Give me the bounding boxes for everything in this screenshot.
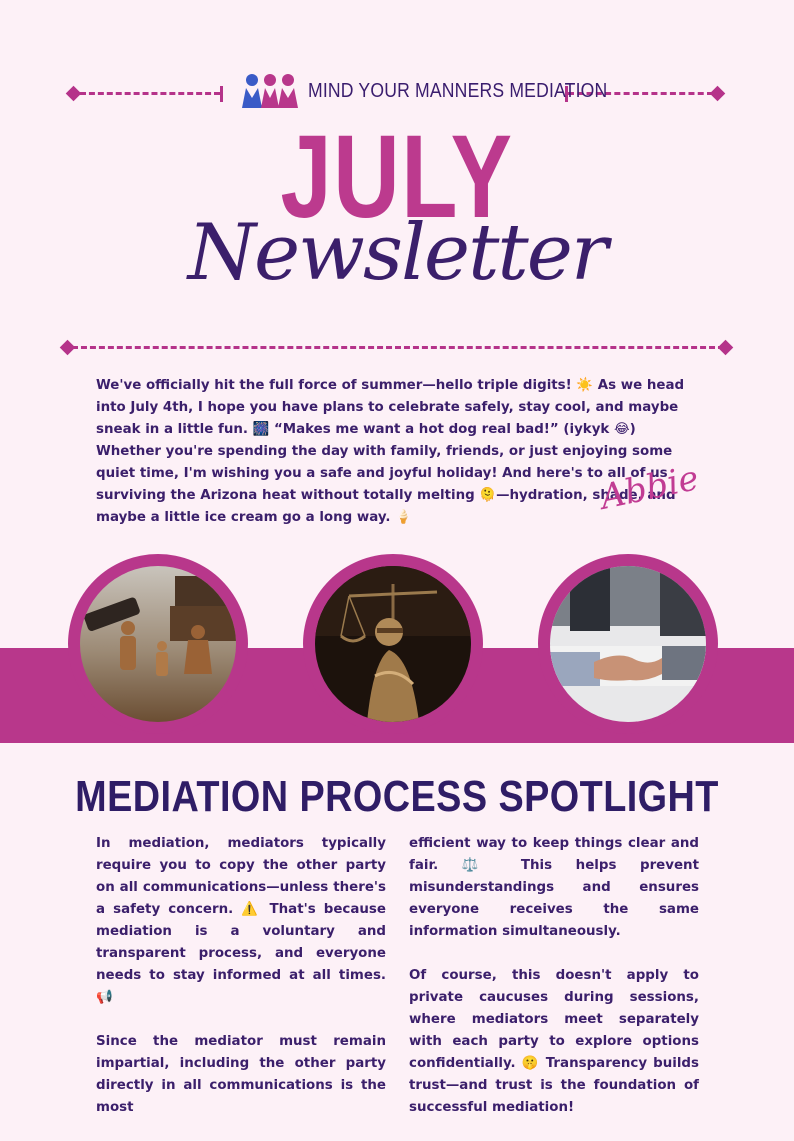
rule-dash-left — [80, 92, 220, 95]
spotlight-title: MEDIATION PROCESS SPOTLIGHT — [75, 772, 719, 821]
spotlight-paragraph: efficient way to keep things clear and fair. ⚖️ This helps prevent misunderstandings and ensures everyone receives the same information simultaneously. — [409, 836, 699, 939]
lady-justice-photo-frame — [303, 554, 483, 734]
spotlight-right-column — [409, 833, 699, 1141]
handshake-photo-frame — [538, 554, 718, 734]
spotlight-paragraph: Since the mediator must remain impartial, including the other party directly in all communications is the most — [96, 1034, 386, 1115]
rule-diamond-left — [66, 86, 82, 102]
spotlight-paragraph: Of course, this doesn't apply to private caucuses during sessions, where mediators meet separately with each party to explore options confidentially. 🤫 Transparency builds trust—and trust is the foundation of successful mediation! — [409, 968, 699, 1115]
spotlight-left-column — [96, 833, 386, 1141]
intro-paragraph: We've officially hit the full force of summer—hello triple digits! ☀️ As we head into July 4th, I hope you have plans to celebrate safely, stay cool, and maybe sneak in a little fun. 🎆 “Makes me want a hot dog real bad!” (iykyk 😂) Whether you're spending the day with family, friends, or just enjoying some quiet time, I'm wishing you a safe and joyful holiday! And here's to all of us surviving the Arizona heat without totally melting 🫠—hydration, shade, and maybe a little ice cream go a long way. 🍦 — [96, 378, 685, 525]
family-figures-photo — [80, 566, 236, 722]
handshake-photo — [550, 566, 706, 722]
rule-diamond-right — [710, 86, 726, 102]
mym-logo-icon — [240, 72, 300, 110]
month-title: JULY — [280, 111, 514, 243]
spotlight-paragraph: In mediation, mediators typically require you to copy the other party on all communications—unless there's a safety concern. ⚠️ That's because mediation is a voluntary and transparent process, and everyone needs to stay informed at all times. 📢 — [96, 836, 386, 1005]
family-photo-frame — [68, 554, 248, 734]
rule-tick-left — [220, 86, 223, 102]
brand-name: MIND YOUR MANNERS MEDIATION — [308, 79, 608, 102]
rule-diamond-right — [718, 340, 734, 356]
rule-dash — [72, 346, 724, 349]
brand — [240, 72, 648, 110]
lady-justice-photo — [315, 566, 471, 722]
newsletter-script-title: Newsletter — [187, 208, 607, 298]
signature: Abbie — [596, 458, 703, 518]
